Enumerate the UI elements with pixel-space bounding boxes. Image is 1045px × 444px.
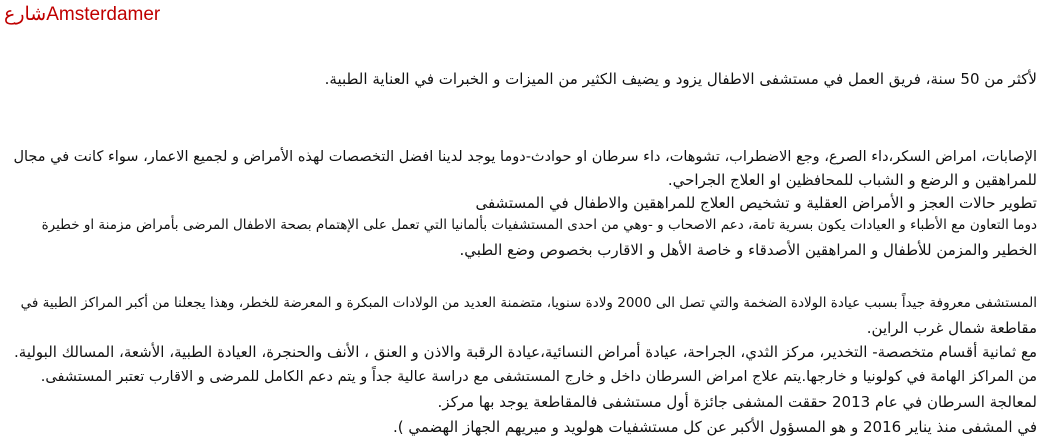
paragraph-3-line-5: لمعالجة السرطان في عام 2013 حققت المشفى جائزة أول مستشفى فالمقاطعة يوجد بها مركز. (437, 393, 1037, 411)
paragraph-3-line-6: في المشفى منذ يناير 2016 و هو المسؤول الأكبر عن كل مستشفيات هولويد و ميريهم الجهاز الهضمي ). (392, 418, 1037, 436)
paragraph-3-line-4: من المراكز الهامة في كولونيا و خارجها.يتم علاج امراض السرطان داخل و خارج المستشفى مع دراسة عالية جداً و يتم دعم الكامل للمرضى و الاقارب تعتبر المستشفى. (40, 369, 1037, 385)
paragraph-2-line-3: تطوير حالات العجز و الأمراض العقلية و تشخيص العلاج للمراهقين والاطفال في المستشفى (475, 194, 1037, 212)
paragraph-2-line-2: للمراهقين و الرضع و الشباب للمحافظين او العلاج الجراحي. (667, 171, 1037, 189)
paragraph-1-line-1: لأكثر من 50 سنة، فريق العمل في مستشفى الاطفال يزود و يضيف الكثير من الميزات و الخبرات في العناية الطبية. (324, 70, 1037, 88)
street-prefix: شارع (4, 4, 47, 25)
paragraph-3-line-3: مع ثمانية أقسام متخصصة- التخدير، مركز الثدي، الجراحة، عيادة أمراض النسائية،عيادة الرقبة والاذن و العنق ، الأنف والحنجرة، العيادة الطبية، الأشعة، المسالك البولية. (14, 343, 1037, 361)
paragraph-2-line-5: الخطير والمزمن للأطفال و المراهقين الأصدقاء و خاصة الأهل و الاقارب بخصوص وضع الطبي. (459, 241, 1037, 259)
paragraph-2-line-4: دوما التعاون مع الأطباء و العيادات يكون بسرية تامة، دعم الاصحاب و -وهي من احدى المستشفيات بألمانيا التي تعمل على الإهتمام بصحة الاطفال المرضى بأمراض مزمنة او خطيرة (41, 217, 1037, 233)
paragraph-3-line-2: مقاطعة شمال غرب الراين. (866, 319, 1037, 337)
street-heading (4, 3, 160, 27)
paragraph-3-line-1: المستشفى معروفة جيداً بسبب عيادة الولادة الضخمة والتي تصل الى 2000 ولادة سنويا، متضمنة العديد من الولادات المبكرة و المعرضة للخطر، وهذا يجعلنا من أكبر المراكز الطبية في (20, 295, 1037, 311)
paragraph-2-line-1: الإصابات، امراض السكر،داء الصرع، وجع الاضطراب، تشوهات، داء سرطان او حوادث-دوما يوجد لدينا افضل التخصصات لهذه الأمراض و لجميع الاعمار، سواء كانت في مجال (13, 149, 1037, 165)
street-name: Amsterdamer (46, 4, 161, 25)
